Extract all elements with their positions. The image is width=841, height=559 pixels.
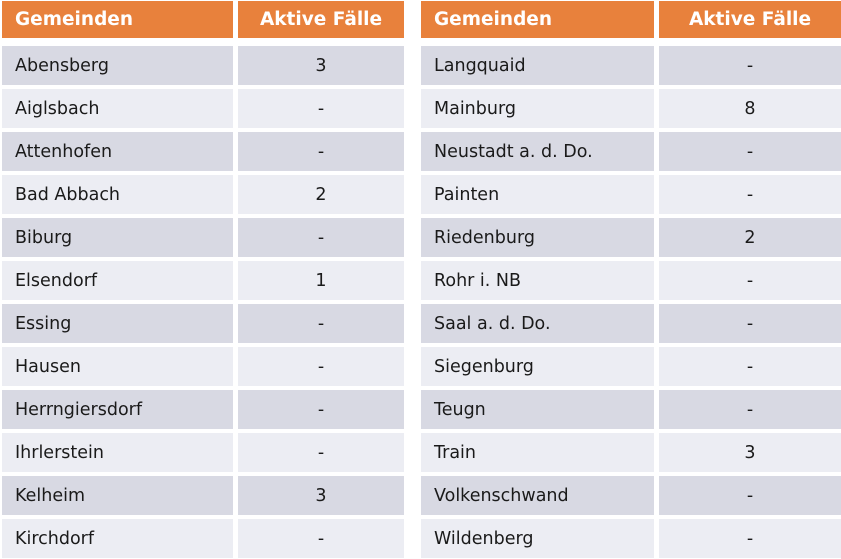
municipality-cell: Saal a. d. Do.: [421, 304, 654, 343]
active-cases-cell: 3: [659, 433, 841, 472]
right-table: [421, 1, 841, 559]
municipality-cell: Hausen: [2, 347, 233, 386]
active-cases-cell: -: [659, 46, 841, 85]
table-row: [2, 433, 404, 472]
municipality-cell: Attenhofen: [2, 132, 233, 171]
table-row: [421, 218, 841, 257]
municipality-cell: Bad Abbach: [2, 175, 233, 214]
column-header-gemeinden: Gemeinden: [2, 1, 233, 38]
active-cases-cell: -: [659, 390, 841, 429]
active-cases-cell: -: [659, 261, 841, 300]
active-cases-cell: -: [659, 175, 841, 214]
table-row: [2, 218, 404, 257]
municipality-cell: Kelheim: [2, 476, 233, 515]
table-row: [421, 476, 841, 515]
municipality-cell: Teugn: [421, 390, 654, 429]
active-cases-cell: -: [659, 519, 841, 558]
municipality-cell: Abensberg: [2, 46, 233, 85]
table-row: [421, 433, 841, 472]
table-row: [2, 89, 404, 128]
column-header-gemeinden: Gemeinden: [421, 1, 654, 38]
municipality-cell: Ihrlerstein: [2, 433, 233, 472]
municipality-cell: Train: [421, 433, 654, 472]
municipality-cell: Volkenschwand: [421, 476, 654, 515]
active-cases-cell: -: [238, 132, 404, 171]
left-table: [2, 1, 404, 559]
municipality-cell: Essing: [2, 304, 233, 343]
table-row: [421, 347, 841, 386]
municipality-cell: Biburg: [2, 218, 233, 257]
municipality-cell: Mainburg: [421, 89, 654, 128]
active-cases-cell: -: [238, 347, 404, 386]
table-row: [421, 175, 841, 214]
active-cases-cell: -: [238, 390, 404, 429]
municipality-cell: Langquaid: [421, 46, 654, 85]
active-cases-cell: -: [659, 304, 841, 343]
active-cases-cell: -: [238, 519, 404, 558]
municipality-cell: Painten: [421, 175, 654, 214]
table-row: [421, 46, 841, 85]
active-cases-cell: 1: [238, 261, 404, 300]
table-row: [2, 46, 404, 85]
table-row: [2, 476, 404, 515]
municipality-cell: Rohr i. NB: [421, 261, 654, 300]
table-row: [2, 390, 404, 429]
table-row: [421, 519, 841, 558]
active-cases-cell: -: [238, 433, 404, 472]
active-cases-cell: 3: [238, 46, 404, 85]
active-cases-cell: -: [659, 132, 841, 171]
table-row: [2, 175, 404, 214]
table-row: [421, 132, 841, 171]
table-row: [2, 347, 404, 386]
active-cases-cell: -: [238, 218, 404, 257]
table-row: [421, 304, 841, 343]
active-cases-cell: 2: [238, 175, 404, 214]
active-cases-cell: -: [659, 476, 841, 515]
municipality-cell: Wildenberg: [421, 519, 654, 558]
municipality-cell: Riedenburg: [421, 218, 654, 257]
table-row: [2, 304, 404, 343]
active-cases-cell: 2: [659, 218, 841, 257]
table-row: [421, 89, 841, 128]
table-row: [2, 132, 404, 171]
municipality-cell: Herrngiersdorf: [2, 390, 233, 429]
active-cases-cell: 8: [659, 89, 841, 128]
municipality-cell: Neustadt a. d. Do.: [421, 132, 654, 171]
municipality-cell: Kirchdorf: [2, 519, 233, 558]
active-cases-cell: -: [659, 347, 841, 386]
column-header-aktive-faelle: Aktive Fälle: [238, 1, 404, 38]
active-cases-cell: -: [238, 89, 404, 128]
header-row: [421, 1, 841, 38]
municipality-cell: Elsendorf: [2, 261, 233, 300]
municipality-cell: Aiglsbach: [2, 89, 233, 128]
active-cases-cell: -: [238, 304, 404, 343]
table-row: [421, 390, 841, 429]
column-header-aktive-faelle: Aktive Fälle: [659, 1, 841, 38]
table-row: [2, 261, 404, 300]
table-row: [2, 519, 404, 558]
table-row: [421, 261, 841, 300]
header-row: [2, 1, 404, 38]
active-cases-cell: 3: [238, 476, 404, 515]
municipality-cell: Siegenburg: [421, 347, 654, 386]
